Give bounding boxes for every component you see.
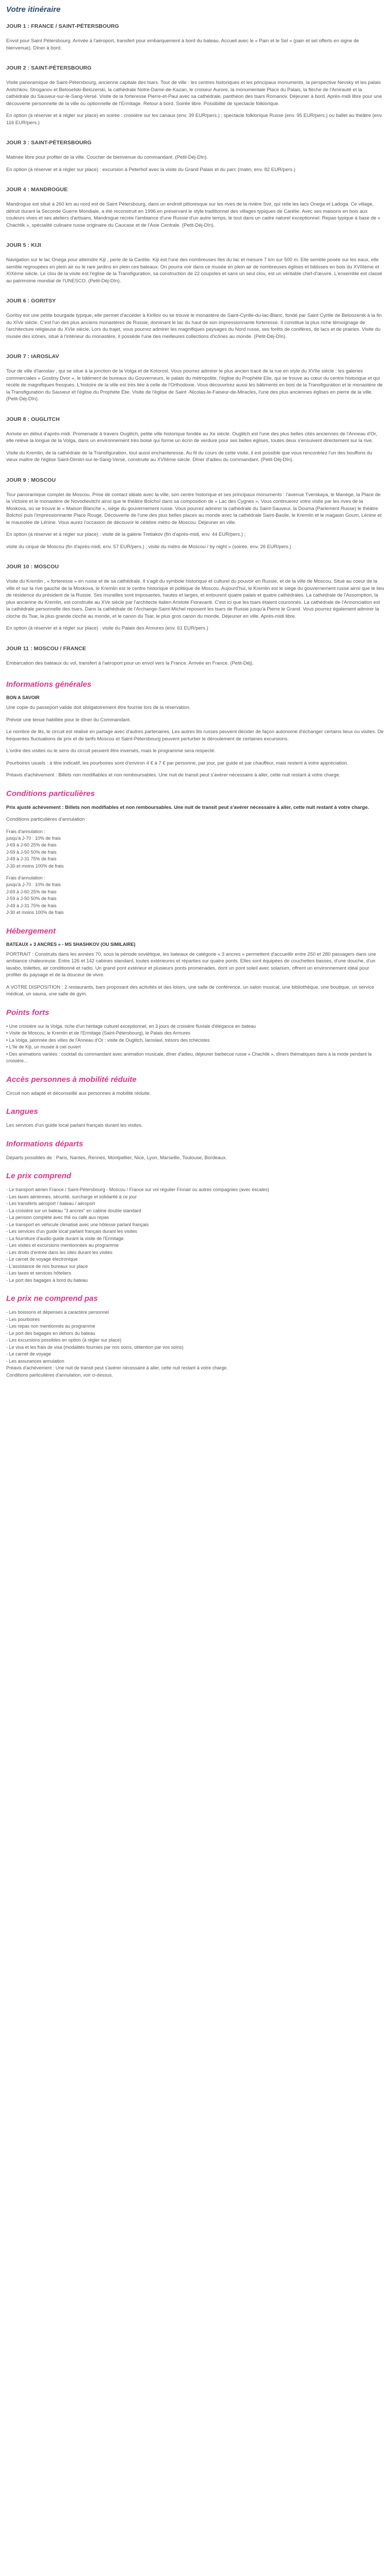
- day-block: [6, 65, 385, 126]
- access-section: [6, 1075, 385, 1097]
- departures-section: [6, 1140, 385, 1162]
- not-included-item: - Les assurances annulation: [6, 1358, 64, 1364]
- access-text: Circuit non adapté et déconseillé aux personnes à mobilité réduite.: [6, 1090, 151, 1096]
- included-title: Le prix comprend: [6, 1172, 71, 1180]
- day-paragraph: En option (à réserver et à régler sur place) : excursion à Peterhof avec la visite du Grand Palais et du parc (matin, env. 82 EUR/pers.): [6, 166, 296, 173]
- general-info-line: Pourboires usuels : à titre indicatif, les pourboires sont d'environ 4 € à 7 € par personne, par jour, par guide et par chauffeur, mais restent à votre appréciation.: [6, 760, 349, 766]
- conditions-line: J-49 à J-31 75% de frais: [6, 856, 57, 861]
- conditions-line: J-30 et moins 100% de frais: [6, 863, 64, 869]
- conditions-line: J-59 à J-50 50% de frais: [6, 896, 57, 901]
- conditions-line: J-69 à J-60 25% de frais: [6, 889, 57, 894]
- general-info-title: Informations générales: [6, 680, 92, 689]
- conditions-list-2: [6, 882, 385, 917]
- day-block: [6, 646, 385, 667]
- day-paragraph: Goritsy est une petite bourgade typique, elle permet d'accéder à Kirillov ou se trouve le monastère de Saint-Cyrille-du-lac-Blanc, fondé par Saint Cyrille de Beloozersk à la fin du XIVe siècle. C'est l'un des plus anciens monastères de Russie, dominant le lac du haut de son impressionnante forteresse. Il constitue la plus riche témoignage de l'architecture religieuse du XVIe siècle. Lors du trajet, vous pourrez admirer les magnifiques paysages du Nord russe, ses forêts de conifères, de lacs et de prairies. Visite du musée des icônes, situé à l'intérieur du monastère, il possède l'une des meilleures collections d'icônes au monde. (Petit-Déj-Dîn).: [6, 313, 382, 340]
- lodging-title: Hébergement: [6, 926, 56, 936]
- included-item: - Les taxes aériennes, sécurité, surcharge et solidarité à ce jour: [6, 1194, 137, 1199]
- day-paragraph: Envol pour Saint Pétersbourg. Arrivée à l'aéroport, transfert pour embarquement à bord du bateau. Accueil avec le « Pain et le Sel » (pain et sel offerts en signe de bienvenue). Dîner à bord.: [6, 38, 359, 51]
- conditions-line: J-49 à J-31 75% de frais: [6, 903, 57, 908]
- not-included-list: [6, 1309, 385, 1379]
- not-included-item: Conditions particulières d'annulation, voir ci-dessus.: [6, 1372, 113, 1378]
- general-info-lines: [6, 704, 385, 779]
- general-info-line: Une copie du passeport valide doit obligatoirement être fournie lors de la réservation.: [6, 705, 191, 710]
- day-paragraph: Matinée libre pour profiter de la ville. Coucher de bienvenue du commandant. (Petit-Déj-Dîn).: [6, 155, 208, 160]
- day-paragraph: Embarcation des bateaux du vol, transfert à l'aéroport pour un envol vers la France. Arrivée en France. (Petit-Déj).: [6, 660, 254, 666]
- day-block: [6, 298, 385, 340]
- included-item: - Le transport en véhicule climatisé avec une hôtesse parlant français: [6, 1222, 149, 1227]
- day-paragraph: Tour panoramique complet de Moscou. Prise de contact idéale avec la ville, son centre historique et ses principaux monuments : l'avenue Tverskaya, le Manège, la Place de la Victoire et le monastère de Novodievitchi ainsi que le théâtre Bolchoï dans sa composition de « Lac des Cygnes », Vous continuerez votre visite par les rives de la Moskova, où se trouve le « Maison Blanche », siège du gouvernement russe. Vous pourrez admirer la cathédrale du Saint-Sauveur, la Douma (Parlement Russe) le théâtre Bolchoï puis l'impressionnante Place Rouge. Découverte de l'une des plus belles places au monde avec la cathédrale Saint-Basile, le Kremlin et le magasin Goum, Lénine et le mausolée de Lénine. Vous aurez l'occasion de découvrir le célèbre métro de Moscou. Déjeuner en ville.: [6, 492, 382, 526]
- day-paragraph: Visite du Kremlin, de la cathédrale de la Transfiguration, tout aussi enchanteresse. Au fil du cours de cette visite, il est possible que vous rencontriez l'un des bouffons du vieux maître de l'église Saint-Dimitri-sur-le-Sang-Versé, construite au XVIIème siècle. Dîner d'adieu du commandant. (Petit-Déj-Dîn).: [6, 450, 372, 463]
- strength-item: • Une croisière sur la Volga, riche d'un héritage culturel exceptionnel, en 3 jours de croisière fluviale d'élégance en bateau: [6, 1023, 256, 1029]
- conditions-head-2: Frais d'annulation :: [6, 875, 45, 880]
- lodging-subtitle: BATEAUX « 3 ANCRES » - MS SHASHKOV (OU SIMILAIRE): [6, 941, 136, 947]
- day-title: JOUR 5 : KIJI: [6, 242, 41, 248]
- day-block: [6, 564, 385, 632]
- itinerary: [6, 23, 385, 667]
- strength-item: • L'île de Kiji, un musée à ciel ouvert: [6, 1044, 81, 1049]
- not-included-section: [6, 1294, 385, 1379]
- departures-title: Informations départs: [6, 1139, 84, 1148]
- general-info-subtitle: BON A SAVOIR: [6, 695, 40, 700]
- day-block: [6, 242, 385, 284]
- languages-text: Les services d'un guide local parlant français durant les visites.: [6, 1123, 143, 1128]
- general-info-line: L'ordre des visites ou le sens du circuit peuvent être inversés, mais le programme sera respecté.: [6, 748, 216, 754]
- not-included-item: - Le port des bagages en dehors du bateau: [6, 1330, 95, 1336]
- included-list: [6, 1187, 385, 1284]
- not-included-item: Préavis d'achèvement : Une nuit de transit peut s'avérer nécessaire à aller, cette nuit restant à votre charge.: [6, 1365, 228, 1370]
- day-title: JOUR 10 : MOSCOU: [6, 564, 59, 570]
- included-item: - Le transport aérien France / Saint-Pétersbourg - Moscou / France sur vol régulier Finnair ou autres compagnies (avec escales): [6, 1187, 269, 1192]
- general-info-line: Prévoir une tenue habillée pour le dîner du Commandant.: [6, 717, 131, 723]
- not-included-item: - Le carnet de voyage: [6, 1351, 52, 1357]
- day-paragraph: Tour de ville d'Iaroslav , qui se situe à la jonction de la Volga et de Kotorosl. Vous pourrez admirer le plus ancien tracé de la rue en style du XVIIe siècle : les galeries commerciales « Gostiny Dvor », le bâtiment de bureaux du Gouverneurs, le palais du métropolite, l'église du Prophète Elie, qui se trouve au cœur du centre historique et qui recèle de magnifiques fresques. L'histoire de la ville est très liée à celle de l'Orthodoxie. Vous découvrirez aussi les bâtiments en bois de la Transfiguration et le monastère de la Transfiguration du Sauveur et l'église du Prophète Élie. Visite de l'église de Saint -Nicolas-le-Faiseur-de-Miracles, l'une des plus anciennes églises en pierre de la ville. (Petit-Déj-Dîn).: [6, 368, 383, 402]
- languages-title: Langues: [6, 1107, 38, 1116]
- included-item: - Le carnet de voyage électronique: [6, 1257, 78, 1262]
- conditions-line: J-69 à J-60 25% de frais: [6, 842, 57, 848]
- included-item: - La pension complète avec thé ou café aux repas: [6, 1215, 109, 1220]
- included-item: - Les visites et excursions mentionnées au programme: [6, 1243, 119, 1248]
- general-info-line: Le nombre de lits, le circuit est réalisé en partage avec d'autres partenaires. Les autres lits russes peuvent décider de façon autonome d'échanger certains lieux ou visites. De fréquentes fluctuations de prix et de tarifs Moscou et Saint-Pétersbourg peuvent perturber le déroulement de certaines excursions.: [6, 729, 384, 742]
- conditions-intro: Prix ajusté achèvement : Billets non modifiables et non remboursables. Une nuit de transit peut s'avérer nécessaire à aller, cette nuit restant à votre charge.: [6, 804, 369, 810]
- strengths-list: [6, 1023, 385, 1065]
- general-info-section: [6, 680, 385, 779]
- languages-section: [6, 1107, 385, 1129]
- day-title: JOUR 11 : MOSCOU / FRANCE: [6, 645, 86, 652]
- included-item: - Les droits d'entrée dans les sites durant les visites: [6, 1249, 112, 1255]
- not-included-item: - Les repas non mentionnés au programme: [6, 1324, 95, 1329]
- strengths-section: [6, 1008, 385, 1065]
- day-paragraph: Mandrogue est situé à 260 km au nord est de Saint Pétersbourg, dans un endroit pittoresque sur les rives de la rivière Svir, qui relie les lacs Onega et Ladoga. Ce village, détruit durant la Seconde Guerre Mondiale, a été reconstruit en 1996 en préservant le style traditionnel des villages typiques de Carélie. Avec ses maisons en bois aux couleurs vives et ses ateliers d'artisans, Mandrogue recrée l'ambiance d'une Russie d'un autre temps, le tout dans un cadre naturel exceptionnel. Repas typique à base de « Chachlik », spécialité culinaire russe originaire du Caucase et de l'Asie Centrale. (Petit-Déj-Dîn).: [6, 201, 381, 228]
- strength-item: • La Volga, jalonnée des villes de l'Anneau d'Or : visite de Ouglitch, Iaroslavl, trésors des tchécistes: [6, 1037, 210, 1043]
- conditions-list-1: [6, 835, 385, 870]
- day-title: JOUR 2 : SAINT-PÉTERSBOURG: [6, 65, 92, 71]
- day-title: JOUR 1 : FRANCE / SAINT-PÉTERSBOURG: [6, 23, 119, 29]
- included-item: - Les taxes et services hôteliers: [6, 1270, 72, 1276]
- day-paragraph: visite du cirque de Moscou (fin d'après-midi, env. 57 EUR/pers.) ; visite du métro de Moscou / by night » (soirée, env. 26 EUR/pers.): [6, 544, 291, 550]
- included-item: - Les services d'un guide local parlant français durant les visites: [6, 1229, 137, 1234]
- not-included-item: - Le visa et les frais de visa (modalités fournies par nos soins, obtention par vos soins): [6, 1344, 184, 1350]
- day-paragraph: Arrivée en début d'après-midi. Promenade à travers Ouglitch, petite ville historique fondée au Xe siècle. Ouglitch est l'une des plus belles cités anciennes de l'Anneau d'Or, elle relève la longue de la Volga, dans un environnement très boisé qui forme un écrin de verdure pour ses belles églises, toutes deux s'ensuivent directement sur la rive.: [6, 431, 378, 444]
- included-section: [6, 1172, 385, 1284]
- day-paragraph: En option (à réserver et à régler sur place) en soirée : croisière sur les canaux (env. 39 EUR/pers.) ; spectacle folklorique Russe (env. 95 EUR/pers.) ou ballet au théâtre (env. 116 EUR/pers.): [6, 113, 383, 126]
- conditions-subtitle: Conditions particulières d'annulation :: [6, 817, 88, 822]
- strength-item: • Visite de Moscou, le Kremlin et de l'Ermitage (Saint-Pétersbourg), le Palais des Armures: [6, 1030, 190, 1036]
- included-item: - Le port des bagages à bord du bateau: [6, 1277, 88, 1283]
- lodging-text: PORTRAIT : Construits dans les années 70, sous la période soviétique, les bateaux de catégorie « 3 ancres » permettent d'accueillir entre 250 et 280 passagers dans une ambiance chaleureuse. Entre 126 et 142 cabines standard, toutes extérieures et réparties sur quatre ponts. Elles sont équipées de couchettes basses, d'une douche, d'un lavabo, toilettes, air conditionné et radio. Un grand pont extérieur et plusieurs ponts promenades, dont un pont soleil avec solarium, offrent un environnement idéal pour profiter du paysage et de la douceur de vivre.: [6, 951, 377, 978]
- strengths-title: Points forts: [6, 1008, 50, 1017]
- conditions-section: [6, 789, 385, 917]
- included-item: - La croisière sur un bateau "3 ancres" en cabine double standard: [6, 1208, 141, 1213]
- not-included-item: - Les pourboires: [6, 1316, 40, 1322]
- day-block: [6, 416, 385, 464]
- not-included-title: Le prix ne comprend pas: [6, 1294, 98, 1303]
- day-paragraph: Visite du Kremlin , « forteresse » en russe et de sa cathédrale. Il s'agit du symbole historique et culturel du pouvoir en Russie, et de la ville de Moscou. Situé au coeur de la ville et sur la rive gauche de la Moskova, le Kremlin est le centre historique et politique de Moscou. Aujourd'hui, le Kremlin est le siège du gouvernement russe ainsi que le lieu de résidence du président de la Russie. Ses murailles sont imposantes, hautes et larges, et entourent quatre palais et quatre cathédrales. La cathédrale de l'Assomption, la plus ancienne du Kremlin, est construite au XVe siècle par l'architecte italien Aristote Fioravanti. C'est ici que les tsars étaient couronnés. La cathédrale de l'Annonciation est la cathédrale personnelle des tsars. Dans la cathédrale de l'Archange-Saint-Michel reposent les tsars de Russie jusqu'à Pierre le Grand. Vous pourrez également admirer la cloche du Tsar, la plus grande cloche au monde, et le canon du Tsar, le plus gros canon du monde. Déjeuner en ville. Après-midi libre.: [6, 579, 384, 619]
- day-block: [6, 477, 385, 551]
- day-paragraph: En option (à réserver et à régler sur place) : visite de la galerie Tretiakov (fin d'après-midi, env. 44 EUR/pers.) ;: [6, 532, 246, 537]
- day-paragraph: Navigation sur le lac Onega pour atteindre Kiji , perle de la Carélie. Kiji est l'une des nombreuses îles du lac et mesure 7 km sur 500 m. Elle semble posée sur les eaux, elle semble regroupées en plein air ou le rare jardins en plein ces bateaux. On pourra voir dans ce musée en plein air de nombreuses églises et bâtisses en bois du XVIIIème et XIXème siècle. Le clou de la visite est l'église de la Transfiguration, sa construction de 22 coupoles et sans un seul clou, est un véritable chef-d'œuvre. L'ensemble est classé au patrimoine mondial de l'UNESCO. (Petit-Déj-Dîn).: [6, 257, 382, 284]
- included-item: - La fourniture d'audio-guide durant la visite de l'Ermitage: [6, 1235, 124, 1241]
- general-info-line: Préavis d'achèvement : Billets non modifiables et non remboursables. Une nuit de transit peut s'avérer nécessaire à aller, cette nuit restant à votre charge.: [6, 772, 340, 778]
- day-block: [6, 140, 385, 173]
- included-item: - Les transferts aéroport / bateau / aéroport: [6, 1201, 95, 1206]
- day-paragraph: Visite panoramique de Saint-Pétersbourg, ancienne capitale des tsars. Tour de ville : les centres historiques et les principaux monuments, la perspective Nevsky et les palais Anitchkov, Stroganov et Beloselski-Belozerski, la cathédrale Notre-Dame-de-Kazan, le croiseur Aurore, la monumentale Place du Palais, la flèche de l'Amirauté et la cathédrale du Sauveur-sur-le-Sang-Versé. Visite de la forteresse Pierre-et-Paul avec sa cathédrale, panthéon des tsars Romanov. Déjeuner à bord. Après-midi libre pour une découverte personnelle de la ville ou optionnelle de l'Ermitage. Retour à bord. Soirée libre. Possibilité de spectacle folklorique.: [6, 80, 382, 107]
- not-included-item: - Les excursions possibles en option (à régler sur place): [6, 1337, 122, 1343]
- day-title: JOUR 3 : SAINT-PÉTERSBOURG: [6, 140, 92, 146]
- conditions-title: Conditions particulières: [6, 789, 95, 798]
- day-paragraph: En option (à réserver et à régler sur place) : visite du Palais des Armures (env. 61 EUR/pers.): [6, 625, 208, 631]
- departures-text: Départs possibles de : Paris, Nantes, Rennes, Montpellier, Nice, Lyon, Marseille, Toulouse, Bordeaux.: [6, 1155, 227, 1161]
- included-item: - L'assistance de nos bureaux sur place: [6, 1263, 88, 1269]
- conditions-line: J-30 et moins 100% de frais: [6, 910, 64, 915]
- strength-item: • Des animations variées : cocktail du commandant avec animation musicale, dîner d'adieu, déjeuner barbecue russe « Chachlik », dîners thématiques dans à la mode pendant la croisière...: [6, 1051, 372, 1063]
- conditions-line: jusqu'à J-70 : 10% de frais: [6, 835, 61, 841]
- conditions-line: J-59 à J-50 50% de frais: [6, 849, 57, 855]
- day-title: JOUR 4 : MANDROGUE: [6, 187, 68, 193]
- day-title: JOUR 8 : OUGLITCH: [6, 416, 60, 422]
- day-title: JOUR 6 : GORITSY: [6, 298, 56, 304]
- conditions-head-1: Frais d'annulation :: [6, 828, 45, 834]
- lodging-section: [6, 927, 385, 998]
- day-block: [6, 187, 385, 229]
- conditions-line: jusqu'à J-70 : 10% de frais: [6, 882, 61, 887]
- not-included-item: - Les boissons et dépenses à caractère personnel: [6, 1310, 109, 1315]
- page-title: Votre itinéraire: [6, 5, 61, 14]
- day-title: JOUR 7 : IAROSLAV: [6, 353, 59, 360]
- access-title: Accès personnes à mobilité réduite: [6, 1075, 137, 1084]
- lodging-text-2: A VOTRE DISPOSITION : 2 restaurants, bars proposant des activités et des loisirs, une salle de conférence, un salon musical, une bibliothèque, une boutique, un service médical, un sauna, une salle de gym.: [6, 984, 374, 997]
- day-block: [6, 23, 385, 52]
- day-title: JOUR 9 : MOSCOU: [6, 477, 56, 483]
- day-block: [6, 353, 385, 403]
